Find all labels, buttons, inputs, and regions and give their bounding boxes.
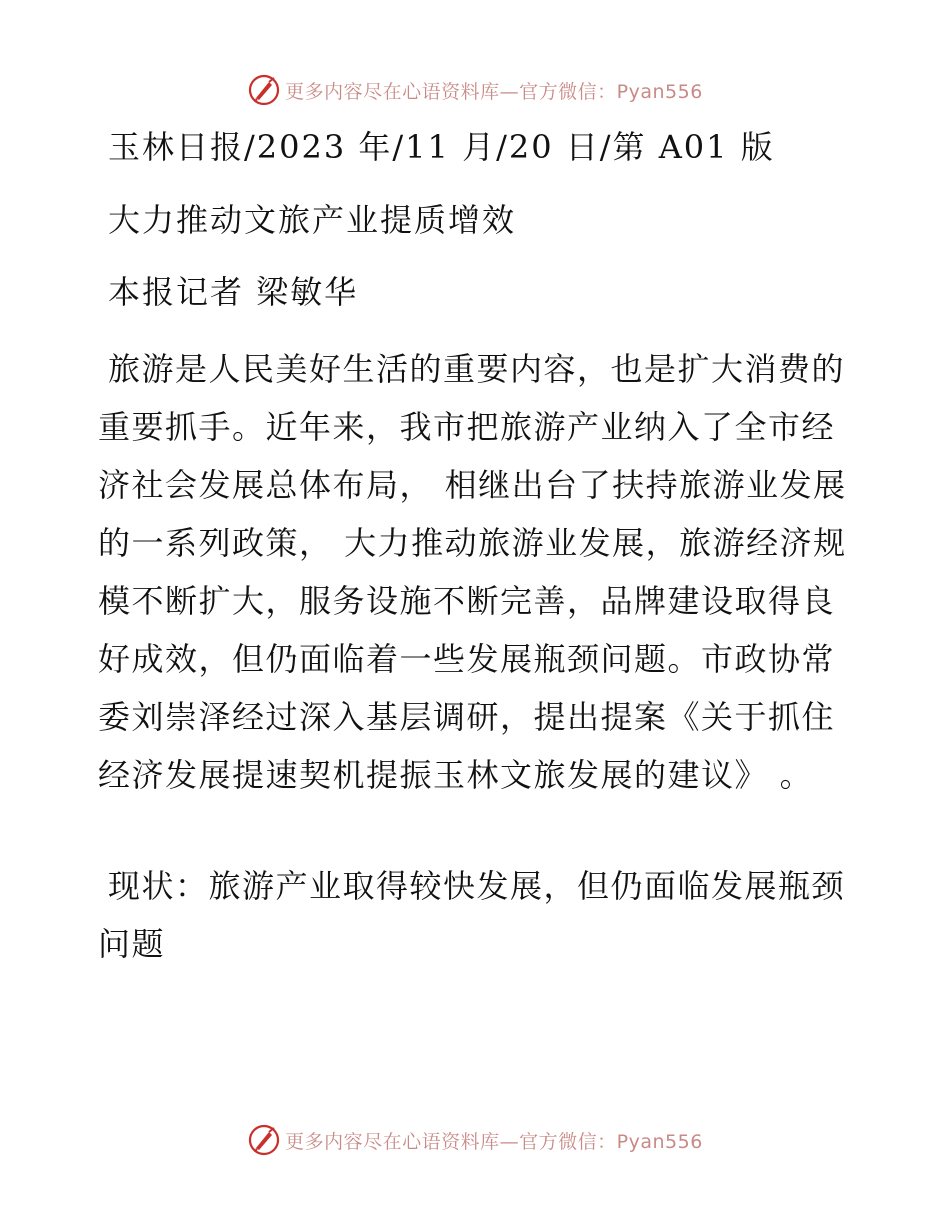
banner-text: 更多内容尽在心语资料库—官方微信：Pyan556	[285, 1130, 703, 1153]
section-heading-paragraph: 现状：旅游产业取得较快发展，但仍面临发展瓶颈问题	[98, 867, 846, 963]
footer-banner	[0, 1120, 950, 1160]
article-headline: 大力推动文旅产业提质增效	[108, 201, 517, 239]
byline: 本报记者 梁敏华	[108, 273, 359, 311]
dateline: 玉林日报/2023 年/11 月/20 日/第 A01 版	[108, 128, 775, 166]
body-paragraph: 旅游是人民美好生活的重要内容，也是扩大消费的重要抓手。近年来，我市把旅游产业纳入了全市经济社会发展总体布局， 相继出台了扶持旅游业发展的一系列政策， 大力推动旅游业发展，旅游经济规模不断扩大，服务设施不断完善，品牌建设取得良好成效，但仍面临着一些发展瓶颈问题。市政协常委刘崇泽经过深入基层调研，提出提案《关于抓住经济发展提速契机提振玉林文旅发展的建议》 。	[98, 350, 847, 794]
banner-text: 更多内容尽在心语资料库—官方微信：Pyan556	[285, 80, 703, 103]
header-banner	[0, 70, 950, 110]
quill-pen-icon	[247, 1123, 281, 1157]
quill-pen-icon	[247, 73, 281, 107]
